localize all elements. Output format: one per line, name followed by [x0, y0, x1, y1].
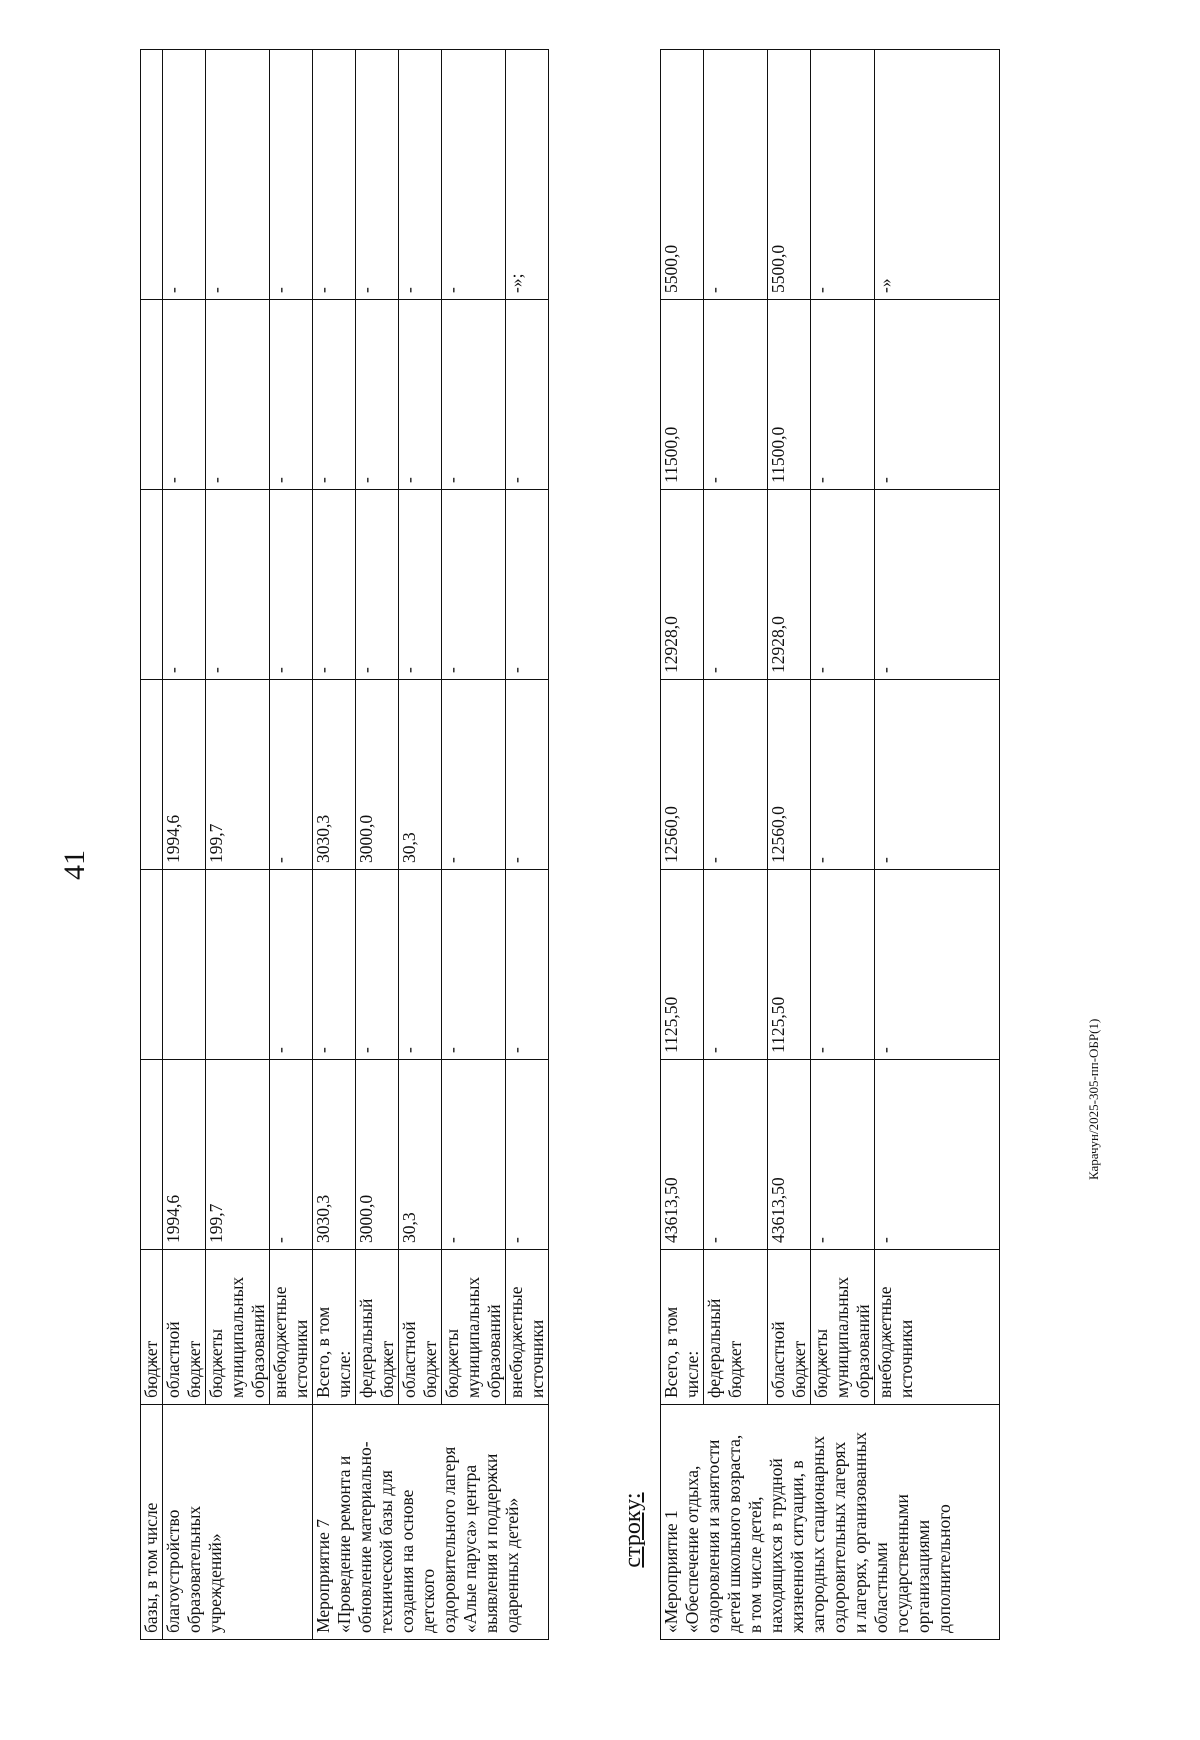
- value-cell: -: [704, 300, 768, 490]
- value-cell: 3030,3: [313, 1060, 356, 1250]
- value-cell: -: [163, 300, 206, 490]
- funding-source-cell: Всего, в том числе:: [661, 1250, 704, 1405]
- funding-source-cell: областной бюджет: [399, 1250, 442, 1405]
- value-cell: -: [875, 1060, 1000, 1250]
- value-cell: -: [270, 1060, 313, 1250]
- funding-source-cell: федеральный бюджет: [704, 1250, 768, 1405]
- value-cell: -: [704, 870, 768, 1060]
- value-cell: -: [506, 680, 549, 870]
- value-cell: -: [875, 680, 1000, 870]
- value-cell: -: [875, 870, 1000, 1060]
- table-row: [356, 50, 399, 1640]
- value-cell: -: [163, 50, 206, 300]
- table-row: [875, 50, 1000, 1640]
- value-cell: 43613,50: [768, 1060, 811, 1250]
- value-cell: -: [704, 490, 768, 680]
- funding-source-cell: внебюджетные источники: [875, 1250, 1000, 1405]
- event-description-cell: «Мероприятие 1 «Обеспечение отдыха, оздоровления и занятости детей школьного возраста, в том числе детей, находящихся в трудной жизненной ситуации, в загородных стационарных оздоровительных лагерях и лагерях, организованных областными государственными организациями дополнительного: [661, 1405, 1000, 1640]
- funding-source-cell: внебюджетные источники: [270, 1250, 313, 1405]
- value-cell: 3000,0: [356, 1060, 399, 1250]
- value-cell: [206, 870, 270, 1060]
- table-row: [442, 50, 506, 1640]
- funding-source-cell: бюджеты муниципальных образований: [811, 1250, 875, 1405]
- value-cell: -»;: [506, 50, 549, 300]
- value-cell: 1994,6: [163, 680, 206, 870]
- value-cell: -: [313, 50, 356, 300]
- value-cell: -: [704, 680, 768, 870]
- table-row: [506, 50, 549, 1640]
- value-cell: -: [206, 490, 270, 680]
- event-description-cell: Мероприятие 7 «Проведение ремонта и обновление материально- технической базы для создания на основе детского оздоровительного лагеря «Алые паруса» центра выявления и поддержки одаренных детей»: [313, 1405, 549, 1640]
- funding-source-cell: бюджет: [141, 1250, 163, 1405]
- value-cell: -: [356, 300, 399, 490]
- page-number: 41: [58, 850, 91, 880]
- value-cell: -: [356, 50, 399, 300]
- funding-source-cell: внебюджетные источники: [506, 1250, 549, 1405]
- funding-table-new-row: [660, 49, 1000, 1640]
- value-cell: -: [811, 300, 875, 490]
- event-description-cell: благоустройство образовательных учреждений»: [163, 1405, 313, 1640]
- value-cell: 1994,6: [163, 1060, 206, 1250]
- value-cell: [141, 1060, 163, 1250]
- table-row: [768, 50, 811, 1640]
- funding-table-continued: [140, 49, 549, 1640]
- value-cell: -: [442, 490, 506, 680]
- value-cell: -: [313, 300, 356, 490]
- value-cell: -: [399, 50, 442, 300]
- value-cell: -: [399, 870, 442, 1060]
- value-cell: 30,3: [399, 1060, 442, 1250]
- value-cell: [141, 300, 163, 490]
- value-cell: -: [356, 490, 399, 680]
- value-cell: 3030,3: [313, 680, 356, 870]
- table-row: [270, 50, 313, 1640]
- value-cell: -: [163, 490, 206, 680]
- value-cell: [163, 870, 206, 1060]
- value-cell: -: [442, 680, 506, 870]
- value-cell: 5500,0: [661, 50, 704, 300]
- value-cell: -: [270, 490, 313, 680]
- value-cell: 199,7: [206, 680, 270, 870]
- value-cell: [141, 490, 163, 680]
- replacement-row-label: строку:: [620, 1492, 646, 1568]
- table-row: [141, 50, 163, 1640]
- value-cell: -: [442, 870, 506, 1060]
- value-cell: 1125,50: [661, 870, 704, 1060]
- value-cell: 3000,0: [356, 680, 399, 870]
- value-cell: -: [506, 870, 549, 1060]
- value-cell: -: [270, 680, 313, 870]
- value-cell: -: [206, 50, 270, 300]
- value-cell: -: [811, 1060, 875, 1250]
- value-cell: -: [270, 870, 313, 1060]
- table-row: [163, 50, 206, 1640]
- value-cell: -: [399, 300, 442, 490]
- value-cell: -: [442, 50, 506, 300]
- value-cell: 199,7: [206, 1060, 270, 1250]
- funding-source-cell: Всего, в том числе:: [313, 1250, 356, 1405]
- value-cell: [141, 870, 163, 1060]
- value-cell: [141, 680, 163, 870]
- value-cell: 43613,50: [661, 1060, 704, 1250]
- value-cell: -: [313, 870, 356, 1060]
- value-cell: -: [313, 490, 356, 680]
- value-cell: -: [811, 490, 875, 680]
- value-cell: -: [206, 300, 270, 490]
- value-cell: -: [270, 300, 313, 490]
- table-row: [399, 50, 442, 1640]
- value-cell: -: [811, 50, 875, 300]
- value-cell: -: [704, 50, 768, 300]
- rotated-document-content: [140, 50, 1090, 1640]
- funding-source-cell: бюджеты муниципальных образований: [442, 1250, 506, 1405]
- value-cell: -: [506, 1060, 549, 1250]
- funding-source-cell: федеральный бюджет: [356, 1250, 399, 1405]
- value-cell: -: [442, 300, 506, 490]
- value-cell: 12928,0: [768, 490, 811, 680]
- value-cell: -: [704, 1060, 768, 1250]
- table-row: [704, 50, 768, 1640]
- value-cell: 11500,0: [768, 300, 811, 490]
- value-cell: -: [442, 1060, 506, 1250]
- table-row: [661, 50, 704, 1640]
- value-cell: -: [399, 490, 442, 680]
- event-description-cell: базы, в том числе: [141, 1405, 163, 1640]
- value-cell: -»: [875, 50, 1000, 300]
- value-cell: -: [270, 50, 313, 300]
- value-cell: -: [875, 490, 1000, 680]
- funding-source-cell: бюджеты муниципальных образований: [206, 1250, 270, 1405]
- footer-document-code: Карачун/2025-305-пп-ОБР(1): [1086, 1018, 1101, 1180]
- table-row: [313, 50, 356, 1640]
- funding-source-cell: областной бюджет: [768, 1250, 811, 1405]
- value-cell: 5500,0: [768, 50, 811, 300]
- value-cell: 1125,50: [768, 870, 811, 1060]
- value-cell: -: [811, 870, 875, 1060]
- value-cell: 30,3: [399, 680, 442, 870]
- value-cell: -: [875, 300, 1000, 490]
- value-cell: -: [356, 870, 399, 1060]
- value-cell: 12560,0: [661, 680, 704, 870]
- table-row: [206, 50, 270, 1640]
- value-cell: 11500,0: [661, 300, 704, 490]
- value-cell: 12928,0: [661, 490, 704, 680]
- value-cell: [141, 50, 163, 300]
- funding-source-cell: областной бюджет: [163, 1250, 206, 1405]
- value-cell: 12560,0: [768, 680, 811, 870]
- value-cell: -: [506, 300, 549, 490]
- value-cell: -: [811, 680, 875, 870]
- table-row: [811, 50, 875, 1640]
- value-cell: -: [506, 490, 549, 680]
